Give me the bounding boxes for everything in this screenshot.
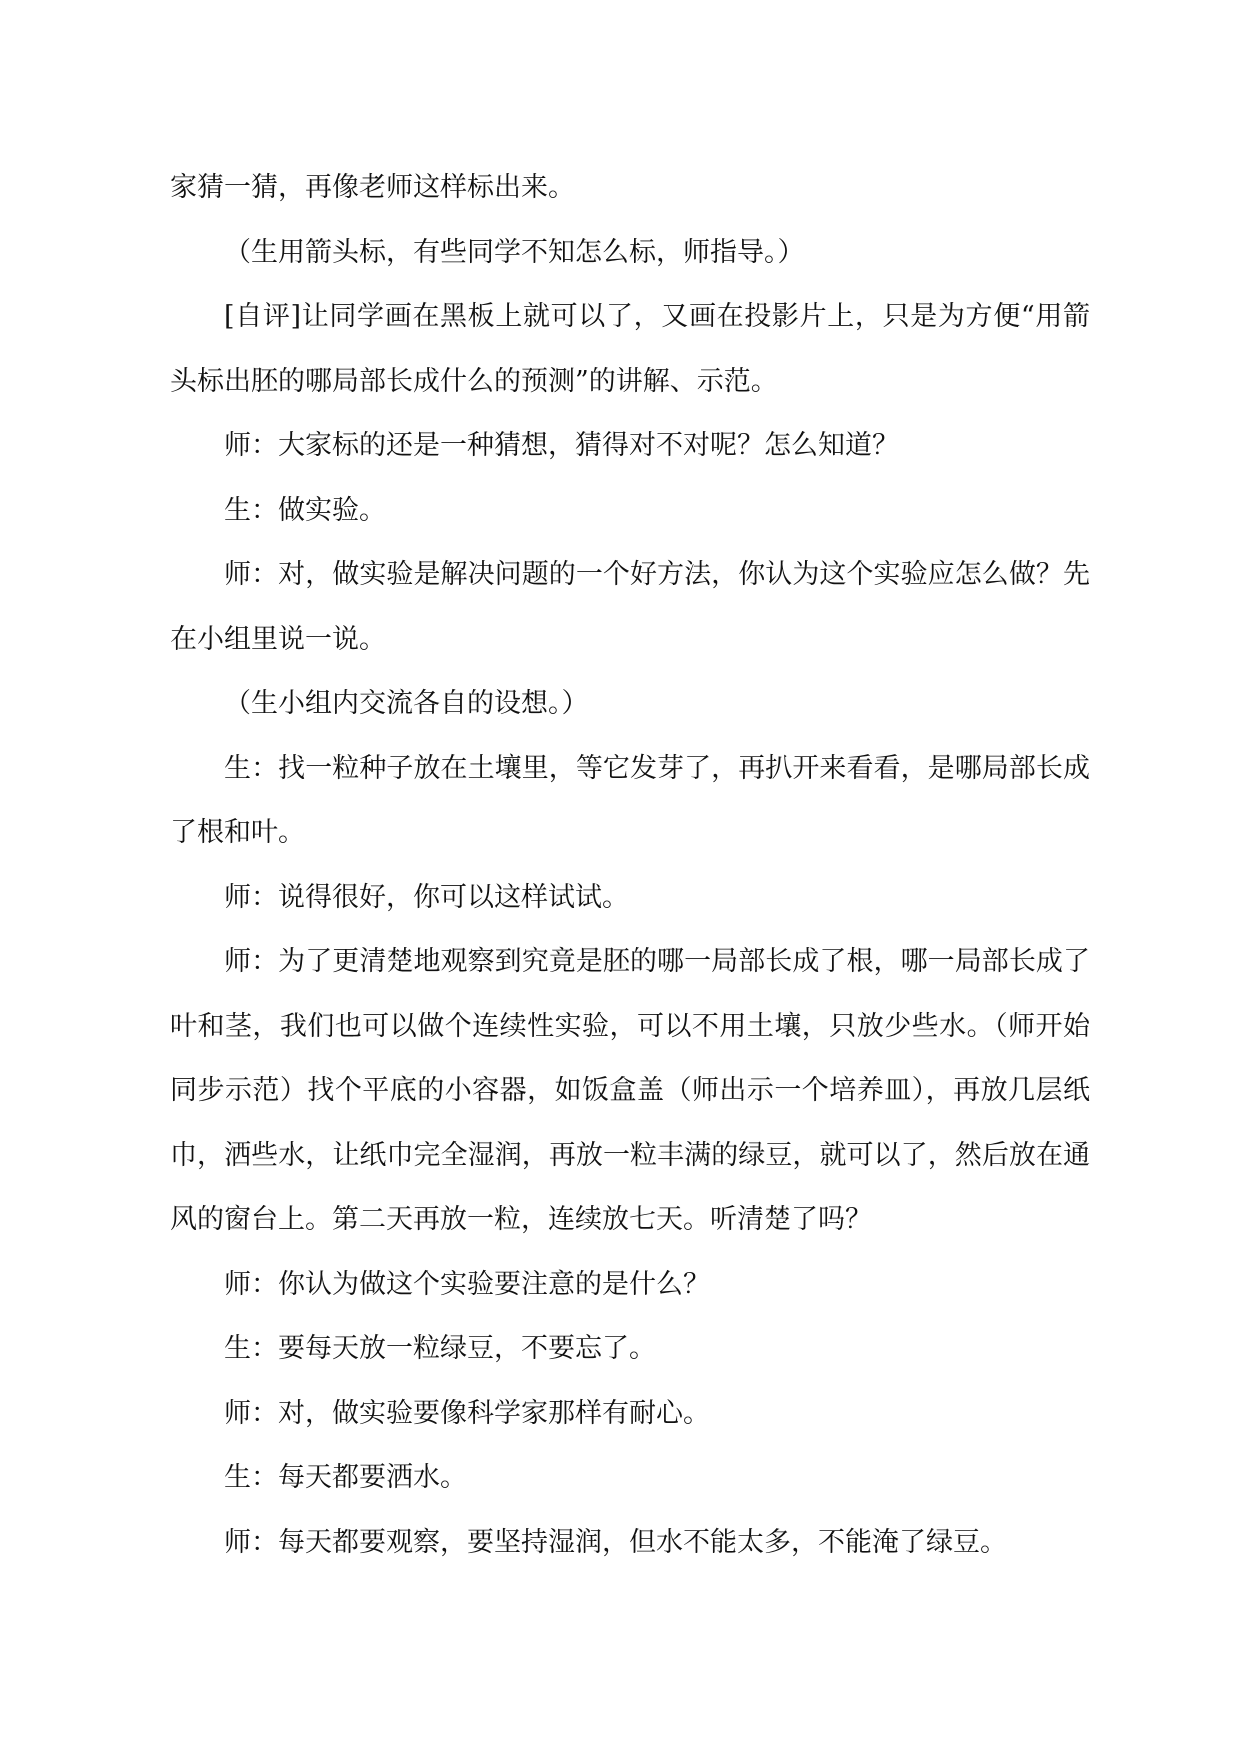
paragraph-teacher-experiment: 师：对，做实验是解决问题的一个好方法，你认为这个实验应怎么做？先在小组里说一说。 (170, 559, 1090, 655)
document-body (170, 156, 1090, 1575)
paragraph-teacher-observe: 师：每天都要观察，要坚持湿润，但水不能太多，不能淹了绿豆。 (224, 1526, 1007, 1558)
paragraph-self-review: [自评]让同学画在黑板上就可以了，又画在投影片上，只是为方便“用箭头标出胚的哪局部长成什么的预测”的讲解、示范。 (170, 301, 1090, 397)
paragraph-teacher-question: 师：大家标的还是一种猜想，猜得对不对呢？怎么知道？ (224, 430, 899, 461)
paragraph-teacher-caution: 师：你认为做这个实验要注意的是什么？ (224, 1268, 710, 1300)
paragraph-teacher-praise: 师：说得很好，你可以这样试试。 (224, 881, 629, 913)
paragraph-group-discussion: （生小组内交流各自的设想。） (224, 688, 589, 719)
paragraph-teacher-patience: 师：对，做实验要像科学家那样有耐心。 (224, 1397, 710, 1429)
paragraph-student-seed: 生：找一粒种子放在土壤里，等它发芽了，再扒开来看看，是哪局部长成了根和叶。 (170, 752, 1090, 848)
paragraph-student-daily: 生：要每天放一粒绿豆，不要忘了。 (224, 1333, 656, 1364)
paragraph-teacher-demonstration: 师：为了更清楚地观察到究竟是胚的哪一局部长成了根，哪一局部长成了叶和茎，我们也可以做个连续性实验，可以不用土壤，只放少些水。（师开始同步示范）找个平底的小容器，如饭盒盖（师出示一个培养皿），再放几层纸巾，洒些水，让纸巾完全湿润，再放一粒丰满的绿豆，就可以了，然后放在通风的窗台上。第二天再放一粒，连续放七天。听清楚了吗？ (170, 946, 1090, 1235)
paragraph-student-answer: 生：做实验。 (224, 494, 386, 526)
paragraph-student-action: （生用箭头标，有些同学不知怎么标，师指导。） (224, 236, 805, 268)
paragraph-student-water: 生：每天都要洒水。 (224, 1462, 467, 1493)
paragraph-continuation: 家猜一猜，再像老师这样标出来。 (170, 172, 575, 203)
